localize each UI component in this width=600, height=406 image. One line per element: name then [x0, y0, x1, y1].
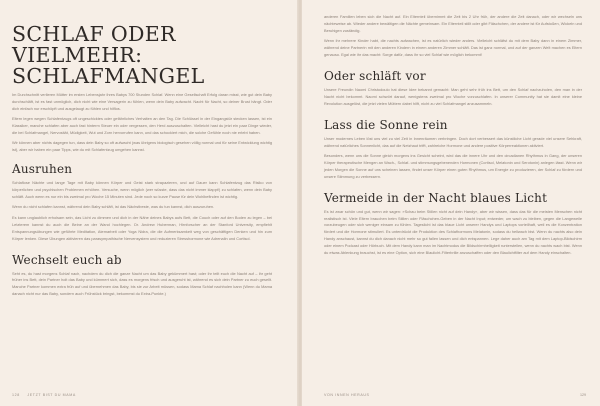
heading-blau: Vermeide in der Nacht blaues Licht — [324, 190, 548, 205]
ausruhen-paragraph-1: Schlaflose Nächte und lange Tage mit Baby können Körper und Geist stark strapazieren, und auf Dauer kann Schlafentzug das Risiko von körperlichen und psychischen Problemen erhöhen. Versuche, wenn möglich (wer wüsste, dass das nicht immer klappt!) zu schlafen, wenn dein Baby schläft. Auch wenn es nur ein bis zweimal pro Woche 15 Minuten sind. Jede noch so kurze Pause für dein Wohlbefinden ist wichtig. — [12, 180, 272, 200]
right-intro-paragraph-1: anderen Familien leben sich die Nacht auf. Ein Elternteil übernimmt die Zeit bis 2 Uhr früh, der andere die Zeit danach, oder wir wechseln uns nächteweise ab. Wieder andere bewältigen die Nächte gemeinsam. Ein Elternteil stillt oder gibt Fläschchen, der andere ist für Aufstoßen, Wickeln und Beruhigen zuständig. — [324, 14, 582, 33]
chapter-title-line-2: SCHLAFMANGEL — [12, 64, 205, 88]
sonne-paragraph-1: Unser modernes Leben löst uns viel zu viel Zeit in Innenräumen verbringen. Doch dort verbessert das künstliche Licht gerade viel unsere Sehkraft, während natürliches Sonnenlicht, das auf die Netzhaut trifft, zahlreiche Hormone und andere positive Körperreaktionen aktiviert. — [324, 135, 582, 148]
heading-oder: Oder schläft vor — [324, 68, 426, 83]
intro-paragraph-2: Eltern legen wegen Schlafentzugs oft ungeschicktes oder gefährliches Verhalten an den Tag. Die Schlüssel in der Eingangstür stecken lassen, ist ein Klassiker, manche schlafen aber auch fast hinterm Steuer ein oder vergessen, den Herd auszuschalten. Vielleicht hast du jetzt ein paar Dinge wieder, die bei Schlafmangel, Nervosität, Müdigkeit, Wut und Zorn hervorrufen kann, und das schockiert mich, die solche Gefühle noch nie erlebt haben. — [12, 116, 272, 136]
page-number-right: 129 — [580, 393, 586, 397]
right-column — [324, 14, 582, 260]
heading-ausruhen: Ausruhen — [12, 162, 73, 177]
sonne-paragraph-2: Besonders, wenn uns die Sonne gleich morgens ins Gesicht scheint, wird das die innere Uhr und den circadianen Rhythmus in Gang, der unseren Körper therapeutische Mengen an Wach-, Schlaf- und stimmungsgebenenden Hormonen (Cortisol, Melatonin und Serotonin) anlegen lässt. Wenn wir jeden Morgen die Sonne auf uns scheinen lassen, findet unser Körper einen guten Rhythmus, um Energie zu produzieren, der Schlaf zu fördern und unsere Stimmung zu verbessern. — [324, 152, 582, 179]
page-number-left: 128 — [12, 393, 20, 397]
ausruhen-paragraph-3: Es kann unglaublich erholsam sein, das Licht zu dimmen und dich in der Nähe deines Babys aufs Bett, die Couch oder auf den Boden zu legen – bei Letzterem kannst du auch die Beine an der Wand hochlegen. Dr. Andrew Huberman, Hirnforscher an der Stanford University, empfiehlt Entspannungsübungen wie geführte Meditation, Atemarbeit oder Yoga Nidra, die die Aufmerksamkeit weg von geschäftigen Denken und hin zum Körper lenken. Diese Übungen aktivieren das parasympathische Nervensystem und reduzieren Stresshormone wie Adrenalin und Cortisol. — [12, 214, 272, 241]
left-page — [0, 0, 298, 406]
right-page — [302, 0, 600, 406]
blau-paragraph-1: Es ist zwar schön und gut, wenn wir sagen: »Schau beim Stillen nicht auf dein Handy«, aber wir wissen, dass das für die meisten Menschen nicht realistisch ist. Viele Eltern brauchen beim Stillen oder Fläschchen-Geben in der Nacht Input; entweder, um wach zu bleiben, gegen die Langeweile vorzubeugen oder sich weniger einsam zu fühlen. Tageslicht ist das blaue Licht unserer Handys und Laptops vorteilhaft, weil es die Konzentration fördert und die Hormone stimuliert. Es unterdrückt die Produktion des Schlafhormons Melatonin, sodass du hellwach bist. Wenn du nachts also dein Handy anschaust, kannst du dich danach nicht mehr so gut fallen lassen und dich entspannen. Lege daher auch am Tag mit dem Laptop-Bildschirm oder einem Podcast oder Hörbuch. Mit dem Handy kann man im Nachtmodus die Bildschirmhelligkeit runterstellen, wenn du nachts wach bist. Wenn du etwas Ablenkung brauchst, ist es eine Option, sich eine Blaulicht-Filterbrille anzuschaffen oder den Blaulichtfilter auf dem Handy einschalten. — [324, 208, 582, 256]
ausruhen-paragraph-2: Wenn du nicht schlafen kannst, während dein Baby schläft, ist das Nächstbeste, was du tun kannst, dich auszuruhen. — [12, 204, 215, 210]
left-folio — [12, 393, 76, 397]
intro-paragraph-3: Wir können aber nichts dagegen tun, dass dein Baby so oft aufwacht (was übrigens biologisch gesehen völlig normal und für seine Entwicklung wichtig ist), aber wir haben ein paar Tipps, wie du mit Schlafentzug umgehen kannst. — [12, 140, 272, 153]
running-head-right: VON INNEN HERAUS — [324, 393, 370, 397]
heading-wechselt: Wechselt euch ab — [12, 252, 122, 267]
running-head-left: JETZT BIST DU MAMA — [27, 393, 76, 397]
intro-paragraph-1: Im Durchschnitt verlieren Mütter im ersten Lebensjahr ihres Babys 700 Stunden Schlaf. Wenn eine Gesellschaft Erfolg daran misst, wie gut dein Baby durchschläft, ist es fast unmöglich, dich nicht wie eine Versagerin zu fühlen, wenn dein Baby aufwacht. Nacht für Nacht, so deiner Brust hängt. Oder dich einfach nur erschöpft und ausgelaugt zu fühlen und hilflos. — [12, 92, 272, 111]
chapter-title-line-1: SCHLAF ODER VIELMEHR: — [12, 22, 176, 67]
heading-sonne: Lass die Sonne rein — [324, 117, 448, 132]
chapter-title — [12, 24, 272, 87]
left-column — [12, 0, 272, 302]
right-intro-paragraph-2: Wenn ihr mehrere Kinder habt, die nachts aufwachen, ist es natürlich wieder anders. Vielleicht schläfst du mit dem Baby dann in einem Zimmer, während deine Partnerin mit den anderen Kindern in einem anderen Zimmer schläft. Das ist ganz normal, und auf der ganzen Welt machen es Eltern genauso. Egal wie ihr das macht: Sorge dafür, dass ihr so viel Schlaf wie möglich bekommt! — [324, 38, 582, 58]
wechselt-paragraph-1: Seht es, du hast morgens Schlaf nach, nachdem du dich die ganze Nacht um das Baby gekümmert hast; oder ihr teilt euch die Nacht auf – ihr geht früher ins Bett, dein Partner holt das Baby und kümmert sich, dass es morgens frisch und ausgeruht ist, während es sich dein Partner zu euch gesellt. Manche Partner kommen extra früh auf und übernehmen das Baby, bis sie zur Arbeit müssen, sodass Mama Schlaf nachholen kann (Wenn du Mama danach nicht nur das Baby, sondern auch Frühstück bringst, bekommst du Extra-Punkte.) — [12, 270, 272, 297]
oder-paragraph-1: Unsere Freundin Naomi Christodoulo hat diese Idee bekannt gemacht: Man geht sehr früh ins Bett, um den Schlaf nachzuholen, den man in der Nacht nicht bekommt. Naomi schwört darauf, wenigstens zweimal pro Woche vorzuschlafen. In unserer Community hat sie damit eine kleine Revolution ausgelöst, die jetzt vielen Müttern dabei hilft, nicht zu viel Schlafmangel anzusammeln. — [324, 86, 582, 106]
